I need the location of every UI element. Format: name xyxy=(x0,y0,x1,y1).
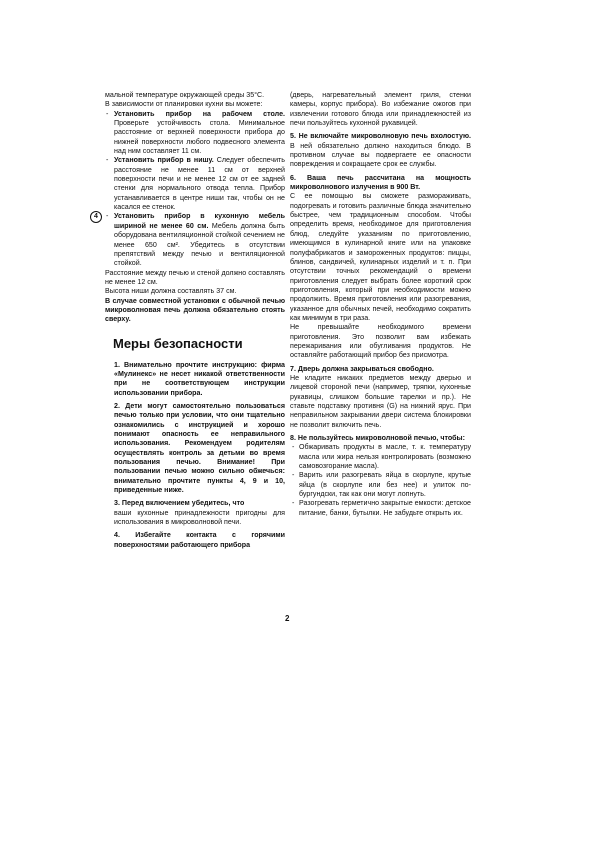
furniture-title: Установить прибор в кухонную мебель шириной не менее 60 см. xyxy=(114,212,285,230)
section-heading-safety: Меры безопасности xyxy=(113,335,243,351)
safety-rule-6-title: 6. Ваша печь рассчитана на мощность микроволнового излучения в 900 Вт. xyxy=(290,173,471,192)
list-item: - Разогревать герметично закрытые емкости: детское питание, банки, бутылки. Не забудьте открыть их. xyxy=(290,499,471,518)
install-option-niche xyxy=(105,156,285,212)
safety-rule-7-text: Не кладите никаких предметов между дверью и лицевой стороной печи (например, тряпки, кухонные рукавицы, слишком большие тарелки и пр.). Не ставьте подставку противня (G) на нижний ярус. При неправильном закрывании двери система блокировки не позволит включить печь. xyxy=(290,373,471,429)
list-item: - Варить или разогревать яйца в скорлупе, крутые яйца (в скорлупе или без нее) и улиток по-бургундски, так как они могут лопнуть. xyxy=(290,471,471,499)
left-column xyxy=(94,91,286,550)
figure-ref-marker: - 4 xyxy=(90,211,102,223)
safety-rule-7-title: 7. Дверь должна закрываться свободно. xyxy=(290,364,434,373)
safety-rule-4-continued: (дверь, нагревательный элемент гриля, стенки камеры, корпус прибора). Во избежание ожогов при извлечении готового блюда или принадлежностей из печи пользуйтесь кухонной рукавицей. xyxy=(290,91,471,128)
countertop-text: Проверьте устойчивость стола. Минимальное расстояние от верхней поверхности прибора до нижней поверхности любого подвесного элемента над ним составляет 11 см. xyxy=(114,119,285,156)
safety-rule-6-text: С ее помощью вы сможете размораживать, подогревать и готовить различные блюда значительно быстрее, чем традиционным способом. Чтобы определить время, необходимое для приготовления блюд, следуйте указаниям по приготовлению, имеющимся в кулинарной книге или на упаковке полуфабрикатов и замороженных продуктов: пиццы, блинов, сандвичей, кулинарных изделий и т. п. При отсутствии точных рекомендаций о времени приготовления следует выбрать более короткий срок приготовления, который при необходимости можно продолжить. Время приготовления или разогревания, указанное для обычных печей, необходимо сократить как минимум в три раза. xyxy=(290,192,471,322)
wall-distance-note: Расстояние между печью и стеной должно составлять не менее 12 см. xyxy=(105,268,285,286)
safety-rule-8-title: 8. Не пользуйтесь микроволновой печью, чтобы: xyxy=(290,434,465,443)
install-option-countertop xyxy=(105,110,285,157)
list-item: - Обжаривать продукты в масле, т. к. температуру масла или жира нельзя контролировать (возможно самовозгорание масла). xyxy=(290,443,471,471)
temperature-note: мальной температуре окружающей среды 35°С. xyxy=(105,91,265,99)
niche-title: Установить прибор в нишу. xyxy=(114,156,214,165)
niche-height-note: Высота ниши должна составлять 37 см. xyxy=(105,287,237,296)
safety-rule-5-text: В ней обязательно должно находиться блюдо. В противном случае вы подвергаете ее опасности повреждения и сокращаете срок ее службы. xyxy=(290,141,471,169)
niche-text: Следует обеспечить расстояние не менее 11 см от верхней поверхности печи и не менее 12 см от ее задней стенки для нормального отвода тепла. Прибор устанавливается в центре ниши так, чтобы он не касался ее стенок. xyxy=(114,156,285,212)
safety-rule-3-text: ваши кухонные принадлежности пригодны для использования в микроволновой печи. xyxy=(114,508,285,527)
safety-rule-3-title: 3. Перед включением убедитесь, что xyxy=(114,499,245,508)
install-option-furniture xyxy=(94,212,286,268)
right-column xyxy=(290,91,471,518)
safety-rule-6-text2: Не превышайте необходимого времени приготовления. Это позволит вам избежать пережаривания или обугливания продуктов. Не оставляйте работающий прибор без присмотра. xyxy=(290,323,471,360)
safety-rule-1: 1. Внимательно прочтите инструкцию: фирма «Мулинекс» не несет никакой ответственности при не соответствующем инструкции использовании прибора. xyxy=(114,360,285,397)
safety-rule-5-title: 5. Не включайте микроволновую печь вхолостую. xyxy=(290,132,471,141)
combined-install-warning: В случае совместной установки с обычной печью микроволновая печь должна обязательно стоять сверху. xyxy=(105,296,285,324)
safety-rule-2: 2. Дети могут самостоятельно пользоваться печью только при условии, что они тщательно ознакомились с инструкцией и хорошо понимают опасность ее неправильного использования. Рекомендуем родителям осуществлять контроль за детьми во время пользования печью. Внимание! При пользовании печью можно сильно обжечься: внимательно прочтите пункты 4, 9 и 10, приведенные ниже. xyxy=(114,401,285,495)
furniture-text: Мебель должна быть оборудована вентиляционной стойкой сечением не менее 650 см². Убедитесь в отсутствии препятствий между печью и вентиляционной стойкой. xyxy=(114,221,286,268)
kitchen-layout-intro: В зависимости от планировки кухни вы можете: xyxy=(105,100,263,109)
safety-rule-5 xyxy=(290,132,471,169)
countertop-title: Установить прибор на рабочем столе. xyxy=(114,109,285,118)
page-number: 2 xyxy=(285,614,290,623)
safety-rule-4-title: 4. Избегайте контакта с горячими поверхностями работающего прибора xyxy=(114,531,285,549)
